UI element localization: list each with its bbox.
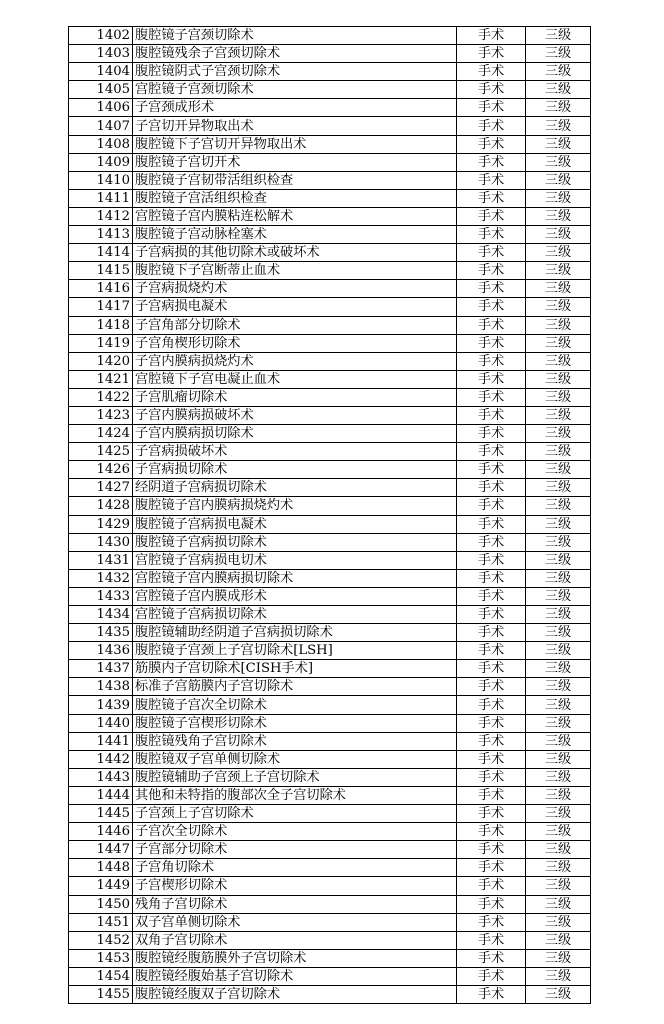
procedure-level-cell: 三级 xyxy=(526,606,591,624)
table-row xyxy=(69,153,591,171)
procedure-level-cell: 三级 xyxy=(526,823,591,841)
table-row xyxy=(69,370,591,388)
procedure-name-cell: 腹腔镜阴式子宫颈切除术 xyxy=(133,63,457,81)
table-row xyxy=(69,587,591,605)
row-number-cell: 1426 xyxy=(69,461,133,479)
row-number-cell: 1452 xyxy=(69,931,133,949)
procedure-level-cell: 三级 xyxy=(526,135,591,153)
procedure-type-cell: 手术 xyxy=(457,388,526,406)
procedure-type-cell: 手术 xyxy=(457,714,526,732)
procedure-type-cell: 手术 xyxy=(457,985,526,1003)
procedure-name-cell: 宫腔镜子宫病损电切术 xyxy=(133,551,457,569)
row-number-cell: 1442 xyxy=(69,750,133,768)
procedure-name-cell: 腹腔镜子宫活组织检查 xyxy=(133,189,457,207)
procedure-level-cell: 三级 xyxy=(526,27,591,45)
procedure-level-cell: 三级 xyxy=(526,877,591,895)
row-number-cell: 1410 xyxy=(69,171,133,189)
procedure-type-cell: 手术 xyxy=(457,153,526,171)
procedure-name-cell: 腹腔镜子宫内膜病损烧灼术 xyxy=(133,497,457,515)
table-row xyxy=(69,334,591,352)
procedure-name-cell: 子宫病损破坏术 xyxy=(133,443,457,461)
procedure-name-cell: 子宫内膜病损烧灼术 xyxy=(133,352,457,370)
procedure-name-cell: 腹腔镜子宫次全切除术 xyxy=(133,696,457,714)
row-number-cell: 1402 xyxy=(69,27,133,45)
procedure-name-cell: 腹腔镜残余子宫颈切除术 xyxy=(133,45,457,63)
table-row xyxy=(69,135,591,153)
row-number-cell: 1443 xyxy=(69,768,133,786)
row-number-cell: 1428 xyxy=(69,497,133,515)
row-number-cell: 1411 xyxy=(69,189,133,207)
procedure-type-cell: 手术 xyxy=(457,461,526,479)
procedure-name-cell: 腹腔镜双子宫单侧切除术 xyxy=(133,750,457,768)
procedure-type-cell: 手术 xyxy=(457,696,526,714)
row-number-cell: 1406 xyxy=(69,99,133,117)
table-row xyxy=(69,551,591,569)
row-number-cell: 1416 xyxy=(69,280,133,298)
procedure-name-cell: 宫腔镜子宫颈切除术 xyxy=(133,81,457,99)
procedure-level-cell: 三级 xyxy=(526,895,591,913)
row-number-cell: 1436 xyxy=(69,642,133,660)
procedure-name-cell: 宫腔镜子宫内膜病损切除术 xyxy=(133,569,457,587)
row-number-cell: 1414 xyxy=(69,244,133,262)
row-number-cell: 1417 xyxy=(69,298,133,316)
table-row xyxy=(69,117,591,135)
table-row xyxy=(69,786,591,804)
row-number-cell: 1432 xyxy=(69,569,133,587)
table-row xyxy=(69,913,591,931)
procedure-type-cell: 手术 xyxy=(457,569,526,587)
procedure-level-cell: 三级 xyxy=(526,406,591,424)
row-number-cell: 1453 xyxy=(69,949,133,967)
procedure-type-cell: 手术 xyxy=(457,171,526,189)
procedure-level-cell: 三级 xyxy=(526,370,591,388)
procedure-type-cell: 手术 xyxy=(457,406,526,424)
procedure-type-cell: 手术 xyxy=(457,587,526,605)
table-row xyxy=(69,732,591,750)
procedure-level-cell: 三级 xyxy=(526,262,591,280)
row-number-cell: 1439 xyxy=(69,696,133,714)
table-row xyxy=(69,189,591,207)
row-number-cell: 1421 xyxy=(69,370,133,388)
procedure-type-cell: 手术 xyxy=(457,660,526,678)
row-number-cell: 1413 xyxy=(69,226,133,244)
table-row xyxy=(69,696,591,714)
procedure-type-cell: 手术 xyxy=(457,967,526,985)
procedure-level-cell: 三级 xyxy=(526,388,591,406)
table-row xyxy=(69,280,591,298)
table-row xyxy=(69,99,591,117)
procedure-level-cell: 三级 xyxy=(526,425,591,443)
procedure-level-cell: 三级 xyxy=(526,985,591,1003)
row-number-cell: 1434 xyxy=(69,606,133,624)
row-number-cell: 1415 xyxy=(69,262,133,280)
procedure-name-cell: 残角子宫切除术 xyxy=(133,895,457,913)
row-number-cell: 1448 xyxy=(69,859,133,877)
procedure-name-cell: 子宫角切除术 xyxy=(133,859,457,877)
row-number-cell: 1455 xyxy=(69,985,133,1003)
procedure-type-cell: 手术 xyxy=(457,425,526,443)
row-number-cell: 1423 xyxy=(69,406,133,424)
row-number-cell: 1422 xyxy=(69,388,133,406)
procedure-level-cell: 三级 xyxy=(526,841,591,859)
procedure-type-cell: 手术 xyxy=(457,606,526,624)
row-number-cell: 1431 xyxy=(69,551,133,569)
row-number-cell: 1425 xyxy=(69,443,133,461)
procedure-name-cell: 子宫病损的其他切除术或破坏术 xyxy=(133,244,457,262)
procedure-type-cell: 手术 xyxy=(457,551,526,569)
table-row xyxy=(69,823,591,841)
row-number-cell: 1429 xyxy=(69,515,133,533)
procedure-name-cell: 子宫内膜病损破坏术 xyxy=(133,406,457,424)
procedure-name-cell: 腹腔镜经腹双子宫切除术 xyxy=(133,985,457,1003)
table-row xyxy=(69,877,591,895)
procedure-level-cell: 三级 xyxy=(526,497,591,515)
row-number-cell: 1412 xyxy=(69,207,133,225)
procedure-level-cell: 三级 xyxy=(526,768,591,786)
procedure-type-cell: 手术 xyxy=(457,117,526,135)
row-number-cell: 1440 xyxy=(69,714,133,732)
procedure-type-cell: 手术 xyxy=(457,805,526,823)
row-number-cell: 1438 xyxy=(69,678,133,696)
procedure-type-cell: 手术 xyxy=(457,262,526,280)
procedure-name-cell: 子宫内膜病损切除术 xyxy=(133,425,457,443)
table-row xyxy=(69,479,591,497)
procedure-level-cell: 三级 xyxy=(526,587,591,605)
procedure-name-cell: 子宫病损切除术 xyxy=(133,461,457,479)
table-row xyxy=(69,714,591,732)
table-row xyxy=(69,841,591,859)
procedure-level-cell: 三级 xyxy=(526,99,591,117)
procedure-name-cell: 宫腔镜子宫内膜成形术 xyxy=(133,587,457,605)
procedure-level-cell: 三级 xyxy=(526,551,591,569)
row-number-cell: 1446 xyxy=(69,823,133,841)
procedure-level-cell: 三级 xyxy=(526,569,591,587)
table-row xyxy=(69,63,591,81)
table-row xyxy=(69,805,591,823)
row-number-cell: 1404 xyxy=(69,63,133,81)
procedure-level-cell: 三级 xyxy=(526,515,591,533)
procedure-name-cell: 宫腔镜子宫病损切除术 xyxy=(133,606,457,624)
table-row xyxy=(69,606,591,624)
procedure-table-body xyxy=(69,27,591,1004)
procedure-type-cell: 手术 xyxy=(457,443,526,461)
table-row xyxy=(69,750,591,768)
row-number-cell: 1405 xyxy=(69,81,133,99)
procedure-level-cell: 三级 xyxy=(526,913,591,931)
procedure-type-cell: 手术 xyxy=(457,479,526,497)
procedure-type-cell: 手术 xyxy=(457,45,526,63)
procedure-level-cell: 三级 xyxy=(526,63,591,81)
procedure-level-cell: 三级 xyxy=(526,81,591,99)
row-number-cell: 1427 xyxy=(69,479,133,497)
procedure-type-cell: 手术 xyxy=(457,913,526,931)
procedure-type-cell: 手术 xyxy=(457,624,526,642)
table-row xyxy=(69,171,591,189)
table-row xyxy=(69,425,591,443)
procedure-type-cell: 手术 xyxy=(457,352,526,370)
table-row xyxy=(69,262,591,280)
procedure-type-cell: 手术 xyxy=(457,515,526,533)
procedure-type-cell: 手术 xyxy=(457,678,526,696)
row-number-cell: 1444 xyxy=(69,786,133,804)
procedure-name-cell: 子宫病损电凝术 xyxy=(133,298,457,316)
procedure-name-cell: 子宫角楔形切除术 xyxy=(133,334,457,352)
row-number-cell: 1449 xyxy=(69,877,133,895)
procedure-level-cell: 三级 xyxy=(526,786,591,804)
procedure-type-cell: 手术 xyxy=(457,298,526,316)
table-row xyxy=(69,226,591,244)
table-row xyxy=(69,461,591,479)
procedure-name-cell: 子宫角部分切除术 xyxy=(133,316,457,334)
row-number-cell: 1403 xyxy=(69,45,133,63)
procedure-level-cell: 三级 xyxy=(526,750,591,768)
procedure-level-cell: 三级 xyxy=(526,280,591,298)
procedure-name-cell: 腹腔镜子宫切开术 xyxy=(133,153,457,171)
procedure-type-cell: 手术 xyxy=(457,768,526,786)
procedure-name-cell: 子宫颈上子宫切除术 xyxy=(133,805,457,823)
procedure-type-cell: 手术 xyxy=(457,642,526,660)
procedure-level-cell: 三级 xyxy=(526,642,591,660)
row-number-cell: 1418 xyxy=(69,316,133,334)
table-row xyxy=(69,967,591,985)
procedure-type-cell: 手术 xyxy=(457,316,526,334)
procedure-type-cell: 手术 xyxy=(457,207,526,225)
table-row xyxy=(69,207,591,225)
procedure-name-cell: 标准子宫筋膜内子宫切除术 xyxy=(133,678,457,696)
procedure-level-cell: 三级 xyxy=(526,153,591,171)
procedure-type-cell: 手术 xyxy=(457,334,526,352)
procedure-level-cell: 三级 xyxy=(526,352,591,370)
table-row xyxy=(69,406,591,424)
procedure-name-cell: 子宫次全切除术 xyxy=(133,823,457,841)
table-row xyxy=(69,515,591,533)
table-row xyxy=(69,931,591,949)
procedure-name-cell: 腹腔镜残角子宫切除术 xyxy=(133,732,457,750)
procedure-level-cell: 三级 xyxy=(526,298,591,316)
procedure-name-cell: 腹腔镜子宫动脉栓塞术 xyxy=(133,226,457,244)
row-number-cell: 1451 xyxy=(69,913,133,931)
procedure-level-cell: 三级 xyxy=(526,316,591,334)
table-row xyxy=(69,985,591,1003)
procedure-level-cell: 三级 xyxy=(526,244,591,262)
procedure-name-cell: 腹腔镜子宫韧带活组织检查 xyxy=(133,171,457,189)
procedure-level-cell: 三级 xyxy=(526,859,591,877)
row-number-cell: 1437 xyxy=(69,660,133,678)
table-row xyxy=(69,569,591,587)
procedure-name-cell: 腹腔镜经腹筋膜外子宫切除术 xyxy=(133,949,457,967)
table-row xyxy=(69,895,591,913)
procedure-level-cell: 三级 xyxy=(526,533,591,551)
procedure-type-cell: 手术 xyxy=(457,497,526,515)
procedure-type-cell: 手术 xyxy=(457,895,526,913)
procedure-type-cell: 手术 xyxy=(457,949,526,967)
procedure-level-cell: 三级 xyxy=(526,45,591,63)
procedure-level-cell: 三级 xyxy=(526,805,591,823)
procedure-name-cell: 腹腔镜下子宫断蒂止血术 xyxy=(133,262,457,280)
procedure-name-cell: 腹腔镜子宫病损电凝术 xyxy=(133,515,457,533)
procedure-type-cell: 手术 xyxy=(457,189,526,207)
procedure-level-cell: 三级 xyxy=(526,678,591,696)
procedure-name-cell: 经阴道子宫病损切除术 xyxy=(133,479,457,497)
procedure-type-cell: 手术 xyxy=(457,81,526,99)
row-number-cell: 1430 xyxy=(69,533,133,551)
row-number-cell: 1445 xyxy=(69,805,133,823)
procedure-type-cell: 手术 xyxy=(457,823,526,841)
procedure-level-cell: 三级 xyxy=(526,189,591,207)
procedure-level-cell: 三级 xyxy=(526,334,591,352)
row-number-cell: 1435 xyxy=(69,624,133,642)
procedure-name-cell: 腹腔镜下子宫切开异物取出术 xyxy=(133,135,457,153)
procedure-level-cell: 三级 xyxy=(526,732,591,750)
table-row xyxy=(69,497,591,515)
procedure-name-cell: 筋膜内子宫切除术[CISH手术] xyxy=(133,660,457,678)
table-row xyxy=(69,949,591,967)
procedure-type-cell: 手术 xyxy=(457,841,526,859)
procedure-name-cell: 子宫切开异物取出术 xyxy=(133,117,457,135)
table-row xyxy=(69,768,591,786)
procedure-level-cell: 三级 xyxy=(526,171,591,189)
procedure-level-cell: 三级 xyxy=(526,226,591,244)
procedure-name-cell: 双角子宫切除术 xyxy=(133,931,457,949)
table-row xyxy=(69,27,591,45)
procedure-name-cell: 腹腔镜辅助子宫颈上子宫切除术 xyxy=(133,768,457,786)
procedure-level-cell: 三级 xyxy=(526,479,591,497)
procedure-type-cell: 手术 xyxy=(457,877,526,895)
table-row xyxy=(69,316,591,334)
row-number-cell: 1441 xyxy=(69,732,133,750)
procedure-level-cell: 三级 xyxy=(526,931,591,949)
procedure-name-cell: 腹腔镜辅助经阴道子宫病损切除术 xyxy=(133,624,457,642)
procedure-level-cell: 三级 xyxy=(526,207,591,225)
procedure-level-cell: 三级 xyxy=(526,117,591,135)
table-row xyxy=(69,443,591,461)
table-row xyxy=(69,244,591,262)
row-number-cell: 1424 xyxy=(69,425,133,443)
table-row xyxy=(69,81,591,99)
procedure-level-cell: 三级 xyxy=(526,443,591,461)
procedure-type-cell: 手术 xyxy=(457,99,526,117)
row-number-cell: 1407 xyxy=(69,117,133,135)
procedure-name-cell: 子宫部分切除术 xyxy=(133,841,457,859)
table-row xyxy=(69,678,591,696)
procedure-level-cell: 三级 xyxy=(526,949,591,967)
procedure-type-cell: 手术 xyxy=(457,370,526,388)
procedure-level-cell: 三级 xyxy=(526,967,591,985)
procedure-name-cell: 腹腔镜子宫颈切除术 xyxy=(133,27,457,45)
procedure-name-cell: 腹腔镜子宫楔形切除术 xyxy=(133,714,457,732)
row-number-cell: 1408 xyxy=(69,135,133,153)
procedure-type-cell: 手术 xyxy=(457,931,526,949)
procedure-type-cell: 手术 xyxy=(457,786,526,804)
procedure-name-cell: 子宫颈成形术 xyxy=(133,99,457,117)
table-row xyxy=(69,352,591,370)
procedure-name-cell: 宫腔镜下子宫电凝止血术 xyxy=(133,370,457,388)
row-number-cell: 1409 xyxy=(69,153,133,171)
procedure-type-cell: 手术 xyxy=(457,244,526,262)
table-row xyxy=(69,642,591,660)
row-number-cell: 1419 xyxy=(69,334,133,352)
procedure-type-cell: 手术 xyxy=(457,533,526,551)
procedure-type-cell: 手术 xyxy=(457,280,526,298)
procedure-name-cell: 腹腔镜子宫病损切除术 xyxy=(133,533,457,551)
procedure-level-cell: 三级 xyxy=(526,714,591,732)
procedure-type-cell: 手术 xyxy=(457,63,526,81)
procedure-type-cell: 手术 xyxy=(457,135,526,153)
table-row xyxy=(69,388,591,406)
procedure-name-cell: 腹腔镜经腹始基子宫切除术 xyxy=(133,967,457,985)
procedure-name-cell: 双子宫单侧切除术 xyxy=(133,913,457,931)
procedure-name-cell: 子宫病损烧灼术 xyxy=(133,280,457,298)
row-number-cell: 1433 xyxy=(69,587,133,605)
procedure-type-cell: 手术 xyxy=(457,859,526,877)
table-row xyxy=(69,660,591,678)
procedure-level-cell: 三级 xyxy=(526,461,591,479)
row-number-cell: 1420 xyxy=(69,352,133,370)
table-row xyxy=(69,859,591,877)
procedure-table xyxy=(68,26,591,1004)
procedure-type-cell: 手术 xyxy=(457,226,526,244)
procedure-level-cell: 三级 xyxy=(526,624,591,642)
procedure-level-cell: 三级 xyxy=(526,660,591,678)
procedure-type-cell: 手术 xyxy=(457,27,526,45)
table-row xyxy=(69,624,591,642)
procedure-level-cell: 三级 xyxy=(526,696,591,714)
procedure-type-cell: 手术 xyxy=(457,732,526,750)
row-number-cell: 1447 xyxy=(69,841,133,859)
procedure-type-cell: 手术 xyxy=(457,750,526,768)
row-number-cell: 1454 xyxy=(69,967,133,985)
procedure-name-cell: 宫腔镜子宫内膜粘连松解术 xyxy=(133,207,457,225)
procedure-name-cell: 子宫楔形切除术 xyxy=(133,877,457,895)
procedure-name-cell: 腹腔镜子宫颈上子宫切除术[LSH] xyxy=(133,642,457,660)
table-row xyxy=(69,533,591,551)
row-number-cell: 1450 xyxy=(69,895,133,913)
procedure-name-cell: 其他和未特指的腹部次全子宫切除术 xyxy=(133,786,457,804)
table-row xyxy=(69,45,591,63)
procedure-name-cell: 子宫肌瘤切除术 xyxy=(133,388,457,406)
table-row xyxy=(69,298,591,316)
